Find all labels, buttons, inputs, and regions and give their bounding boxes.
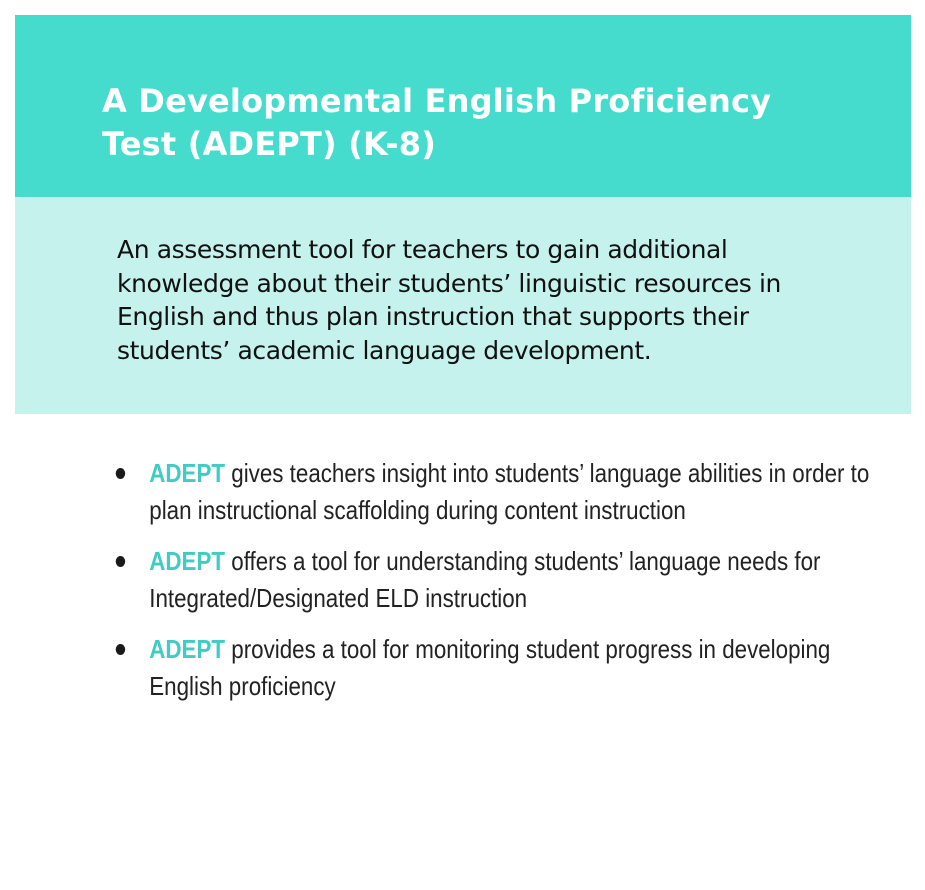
title-line-2: Test (ADEPT) (K-8) bbox=[102, 125, 437, 163]
description-text: An assessment tool for teachers to gain additional knowledge about their students’ linguistic resources in English and thus plan instruction that supports their students’ academic language development. bbox=[117, 235, 781, 365]
brand-name: ADEPT bbox=[149, 634, 226, 664]
page-title bbox=[102, 80, 822, 166]
brand-name: ADEPT bbox=[149, 458, 226, 488]
list-item bbox=[114, 455, 889, 529]
list-item-text: gives teachers insight into students’ language abilities in order to plan instructional scaffolding during content instruction bbox=[149, 458, 870, 525]
list-item-text: offers a tool for understanding students’ language needs for Integrated/Designated ELD instruction bbox=[149, 546, 821, 613]
description-band bbox=[15, 197, 911, 414]
title-line-1: A Developmental English Proficiency bbox=[102, 82, 772, 120]
bullet-icon bbox=[116, 468, 125, 479]
feature-list bbox=[114, 455, 884, 719]
brand-name: ADEPT bbox=[149, 546, 226, 576]
bullet-icon bbox=[116, 556, 125, 567]
bullet-icon bbox=[116, 644, 125, 655]
list-item bbox=[114, 543, 889, 617]
list-item bbox=[114, 631, 889, 705]
list-item-text: provides a tool for monitoring student progress in developing English proficiency bbox=[149, 634, 831, 701]
